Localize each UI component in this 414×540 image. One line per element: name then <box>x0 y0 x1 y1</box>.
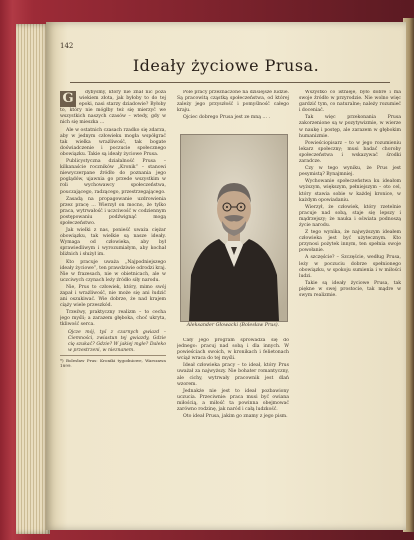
paragraph: Takie są ideały życiowe Prusa, tak piękne w swej prostocie, tak mądre w swym realizmie. <box>299 280 401 298</box>
paragraph: Pole pracy przeznaczone na dzisiejsze ludzie. Są pracowitą cząstką społeczeństwa, od której zależy jego przyszłość i pomyślność całego kraju. <box>177 90 289 114</box>
paragraph: Powieściopisarz – to w jego rozumieniu lekarz społeczny; musi badać choroby społeczeństwa i wskazywać środki zaradcze. <box>299 140 401 165</box>
text-column-middle-top <box>177 90 289 132</box>
paragraph: A szczęście? – Szczęście, według Prusa, leży w poczuciu dobrze spełnionego obowiązku, w spokoju sumienia i w miłości ludzi. <box>299 255 401 279</box>
paragraph: Ojciec dobrego Prusa jest ze mną … . <box>183 115 270 121</box>
paragraph: Trzeźwy, praktyczny realizm – to cecha jego myśli; a zarazem głęboka, choć ukryta, tkliwość serca. <box>60 310 166 328</box>
book-page <box>46 22 406 530</box>
paragraph: Zasadą na propagowanie uzdrowienia przez pracę … Wierzył on mocno, że tylko praca, wytrwałość i uczciwość w codziennym postępowaniu podźwignąć mogą społeczeństwo. <box>60 196 166 226</box>
paragraph: Wszystko co istnieje, było dobre i ma swoje źródło w przyrodzie. Nie wolno więc gardzić tym, co naturalne; należy rozumieć i doceniać. <box>299 90 401 114</box>
portrait-illustration <box>181 135 287 321</box>
paragraph: Wychowanie społeczeństwa ku ideałom wyższym, większym, pełniejszym – oto cel, który stawia sobie w każdej kronice, w każdym opowiadaniu. <box>299 179 401 203</box>
portrait-photo <box>180 134 288 322</box>
text-column-middle-bottom <box>177 338 289 520</box>
paragraph: Ale w ostatnich czasach rzadko się zdarza, aby w jednym człowieku mogła współgrać tak wielka wrażliwość, tak bogate doświadczenie i poczucie społecznego obowiązku. Takie są ideały życiowe Prusa. <box>60 127 166 157</box>
paragraph: dybyśmy, który nie znał nic poza wiekiem złota, jak byłoby to do tej epoki, nasi starzy dziadowie? Byłoby to, który nie mógłby też się mierzyć we wszystkich naszych czasów – wtedy, gdy w nich się mieszka … <box>60 90 166 126</box>
left-page-edges <box>16 24 50 534</box>
paragraph: Wierzył, że człowiek, który rzetelnie pracuje nad sobą, staje się lepszy i mądrzejszy; że nauka i oświata podnoszą życie narodu. <box>299 204 401 228</box>
page-number: 142 <box>60 42 74 50</box>
paragraph: Kto pracuje uważa „Najpodniejszego ideały życiowe”, ten prawdziwie odrodzi kraj. Nie w frazesach, nie w obietnicach, ale w uczciwych czynach leży źródło siły narodu. <box>60 259 166 283</box>
title-rule <box>70 82 390 83</box>
paragraph: Oto ideał Prusa, jakim go znamy z jego pism. <box>183 414 288 420</box>
text-column-left <box>60 90 166 522</box>
paragraph: Cały jego program sprowadza się do jednego: pracuj nad sobą i dla innych. W powieściach swoich, w kronikach i felietonach wciąż wraca do tej myśli. <box>177 338 289 362</box>
article-title: Ideały życiowe Prusa. <box>132 56 320 75</box>
photo-caption: Aleksander Głowacki (Bolesław Prus). <box>186 323 280 328</box>
paragraph: Tak więc przekonania Prusa zakorzenione są w pozytywizmie, w wierze w naukę i postęp, ale zarazem w głębokim humanizmie. <box>299 115 401 139</box>
paragraph: Jednakże nie jest to ideał pozbawiony uczucia. Przeciwnie: praca musi być owiana miłością, a miłość ta powinna obejmować zarówno rodzinę, jak naród i całą ludzkość. <box>177 388 289 413</box>
paragraph: Czy w tego wyniku, że Prus jest pesymistą? Bynajmniej. <box>299 166 401 178</box>
footnote: *) Bolesław Prus: Kroniki tygodniowe, Warszawa 1899. <box>60 355 166 369</box>
poem-stanza: Ojcze mój, tyś z czarnych gwiazd – Ciemności, zwiastun tej gwiazdy, Gdzie cię szukać? Gdzie? W jakiej mgle? Daleko w przestrzeni, w nieznanem. <box>68 329 166 353</box>
paragraph: Z tego wynika, że najwyższym ideałem człowieka jest być użytecznym. Kto przynosi pożytek innym, ten spełnia swoje powołanie. <box>299 230 401 254</box>
paragraph: Publicystyczna działalność Prusa – kilkanaście roczników „Kronik” – stanowi niewyczerpane źródło do poznania jego poglądów, ujawnia go przede wszystkim w roli wychowawcy społeczeństwa, pouczającego, radzącego, przestrzegającego. <box>60 159 166 195</box>
paragraph: Nie, Prus to człowiek, który, mimo swój zapał i wrażliwość, nie może się ani łudzić ani oszukiwać. Wie dobrze, że nad krajem ciąży wiele przeszkód. <box>60 284 166 309</box>
paragraph: Ideał człowieka pracy – to ideał, który Prus uważał za najwyższy. Nie bohater romantyczny, ale cichy, wytrwały pracownik jest dlań wzorem. <box>177 363 289 387</box>
paragraph: Jak wielki z nas, ponieść uważa ciężar obowiązku, tak wielkie są nasze ideały. Wymaga od człowieka, aby był sprawiedliwym i wyrozumiałym, aby kochał bliźnich i służył im. <box>60 228 166 258</box>
text-column-right <box>299 90 401 520</box>
drop-cap: G <box>60 91 76 107</box>
